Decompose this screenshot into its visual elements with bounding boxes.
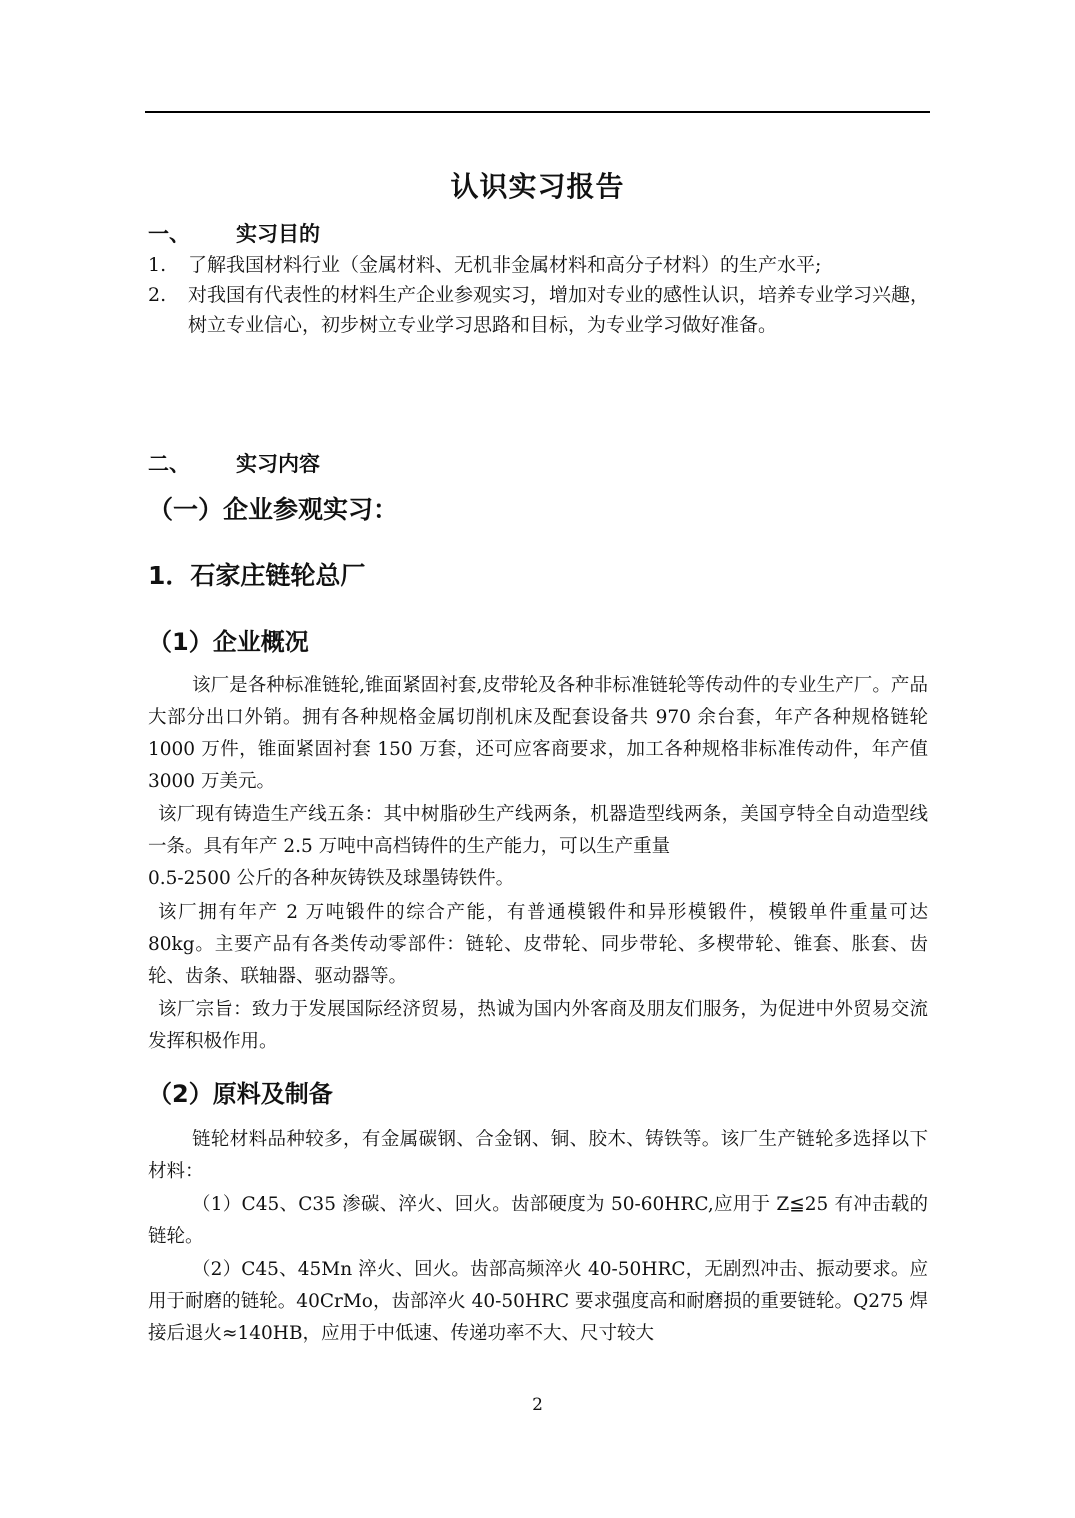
section-number: 二、	[148, 452, 190, 476]
section-title: 实习内容	[236, 452, 320, 476]
section-heading-content	[148, 448, 320, 478]
list-item	[148, 250, 933, 280]
company-heading: 1．石家庄链轮总厂	[148, 561, 366, 590]
paragraph: （2）C45、45Mn 淬火、回火。齿部高频淬火 40-50HRC，无剧烈冲击、振动要求。应用于耐磨的链轮。40CrMo，齿部淬火 40-50HRC 要求强度高和耐磨损的重要链轮。Q275 焊接后退火≈140HB，应用于中低速、传递功率不大、尺寸较大	[148, 1259, 928, 1344]
list-item-number: 1.	[148, 254, 167, 276]
paragraph: 该厂宗旨：致力于发展国际经济贸易，热诚为国内外客商及朋友们服务，为促进中外贸易交流发挥积极作用。	[148, 999, 928, 1052]
page-number: 2	[532, 1395, 543, 1415]
subsection-heading: （一）企业参观实习：	[148, 495, 399, 524]
paragraph: 0.5-2500 公斤的各种灰铸铁及球墨铸铁件。	[148, 868, 515, 889]
list-item	[148, 280, 933, 340]
part-heading-materials: （2）原料及制备	[148, 1080, 333, 1108]
paragraph: 该厂拥有年产 2 万吨锻件的综合产能，有普通模锻件和异形模锻件，模锻单件重量可达 80kg。主要产品有各类传动零部件：链轮、皮带轮、同步带轮、多楔带轮、锥套、胀套、齿轮、齿条、联轴器、驱动器等。	[148, 902, 928, 987]
list-item-text: 对我国有代表性的材料生产企业参观实习，增加对专业的感性认识，培养专业学习兴趣，树立专业信心，初步树立专业学习思路和目标，为专业学习做好准备。	[188, 284, 930, 336]
page-title: 认识实习报告	[450, 170, 625, 203]
section-heading-purpose	[148, 218, 320, 248]
section-title: 实习目的	[236, 222, 320, 246]
list-item-text: 了解我国材料行业（金属材料、无机非金属材料和高分子材料）的生产水平;	[188, 254, 822, 276]
header-rule	[145, 111, 930, 113]
list-item-number: 2.	[148, 284, 167, 306]
purpose-list	[148, 250, 933, 340]
paragraph: 该厂现有铸造生产线五条：其中树脂砂生产线两条，机器造型线两条，美国亨特全自动造型线一条。具有年产 2.5 万吨中高档铸件的生产能力，可以生产重量	[148, 804, 928, 857]
paragraph: 链轮材料品种较多，有金属碳钢、合金钢、铜、胶木、铸铁等。该厂生产链轮多选择以下材料：	[148, 1129, 928, 1182]
paragraph: （1）C45、C35 渗碳、淬火、回火。齿部硬度为 50-60HRC,应用于 Z≦25 有冲击载的链轮。	[148, 1194, 928, 1247]
paragraph: 该厂是各种标准链轮,锥面紧固衬套,皮带轮及各种非标准链轮等传动件的专业生产厂。产品大部分出口外销。拥有各种规格金属切削机床及配套设备共 970 余台套，年产各种规格链轮 1000 万件，锥面紧固衬套 150 万套，还可应客商要求，加工各种规格非标准传动件，年产值 3000 万美元。	[148, 675, 928, 792]
section-number: 一、	[148, 222, 190, 246]
part-heading-overview: （1）企业概况	[148, 628, 309, 656]
